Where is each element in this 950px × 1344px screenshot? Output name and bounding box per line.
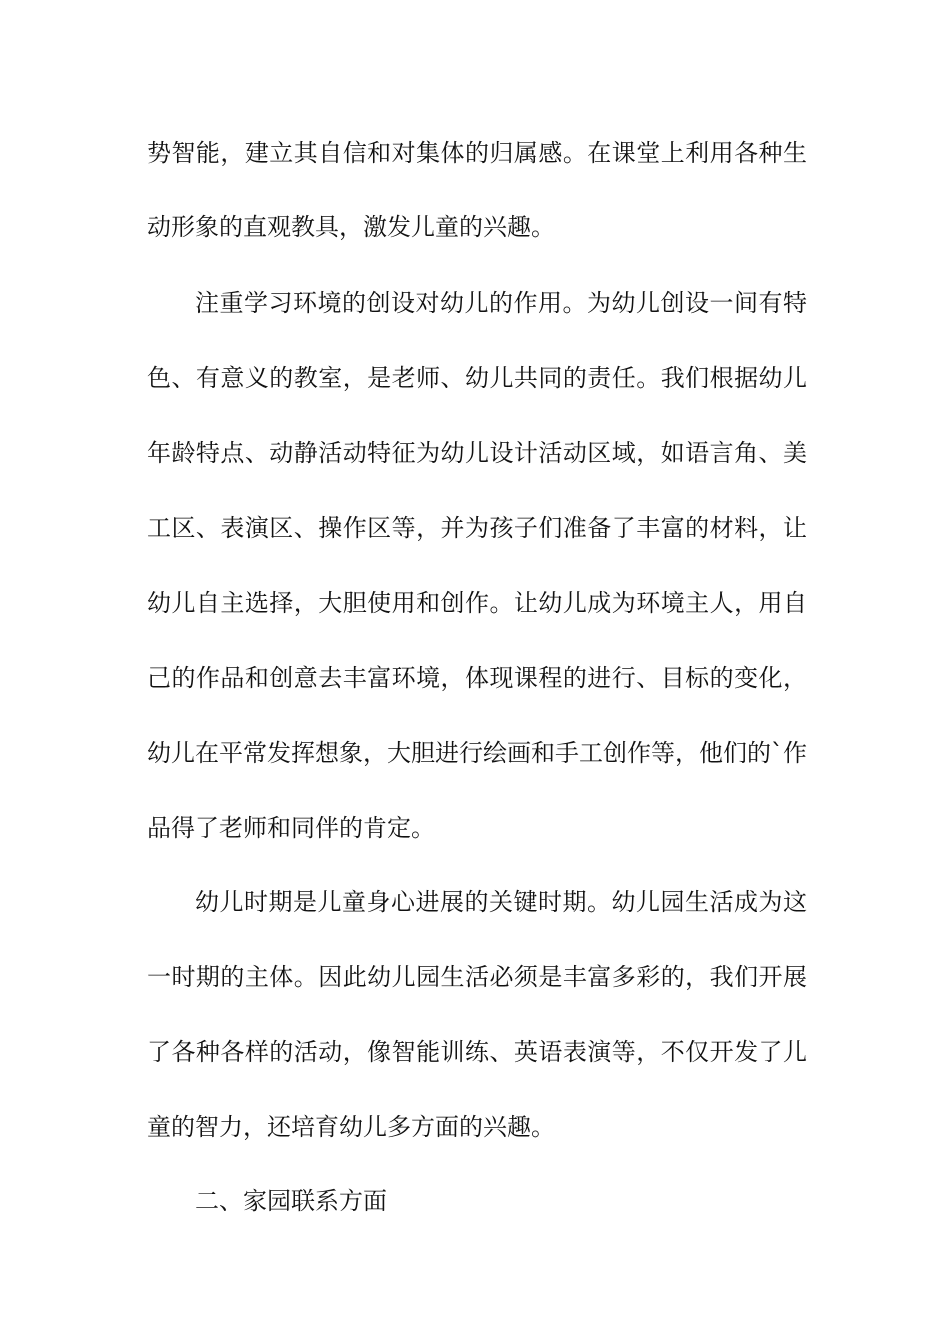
paragraph-2-line-7: 幼儿在平常发挥想象，大胆进行绘画和手工创作等，他们的`作 bbox=[147, 739, 807, 767]
paragraph-2-line-3: 年龄特点、动静活动特征为幼儿设计活动区域，如语言角、美 bbox=[147, 439, 807, 467]
paragraph-1-line-2: 动形象的直观教具，激发儿童的兴趣。 bbox=[147, 213, 555, 241]
paragraph-3-line-2: 一时期的主体。因此幼儿园生活必须是丰富多彩的，我们开展 bbox=[147, 963, 807, 991]
paragraph-3-line-3: 了各种各样的活动，像智能训练、英语表演等，不仅开发了儿 bbox=[147, 1038, 807, 1066]
paragraph-2-line-6: 己的作品和创意去丰富环境，体现课程的进行、目标的变化， bbox=[147, 664, 807, 692]
paragraph-2-line-4: 工区、表演区、操作区等，并为孩子们准备了丰富的材料，让 bbox=[147, 514, 807, 542]
paragraph-2-line-8: 品得了老师和同伴的肯定。 bbox=[147, 814, 435, 842]
paragraph-2-line-2: 色、有意义的教室，是老师、幼儿共同的责任。我们根据幼儿 bbox=[147, 364, 807, 392]
paragraph-2-line-5: 幼儿自主选择，大胆使用和创作。让幼儿成为环境主人，用自 bbox=[147, 589, 807, 617]
paragraph-3-line-4: 童的智力，还培育幼儿多方面的兴趣。 bbox=[147, 1113, 555, 1141]
paragraph-2-line-1: 注重学习环境的创设对幼儿的作用。为幼儿创设一间有特 bbox=[195, 289, 807, 317]
paragraph-3-line-1: 幼儿时期是儿童身心进展的关键时期。幼儿园生活成为这 bbox=[195, 888, 807, 916]
section-heading: 二、家园联系方面 bbox=[195, 1187, 387, 1215]
paragraph-1-line-1: 势智能，建立其自信和对集体的归属感。在课堂上利用各种生 bbox=[147, 139, 807, 167]
